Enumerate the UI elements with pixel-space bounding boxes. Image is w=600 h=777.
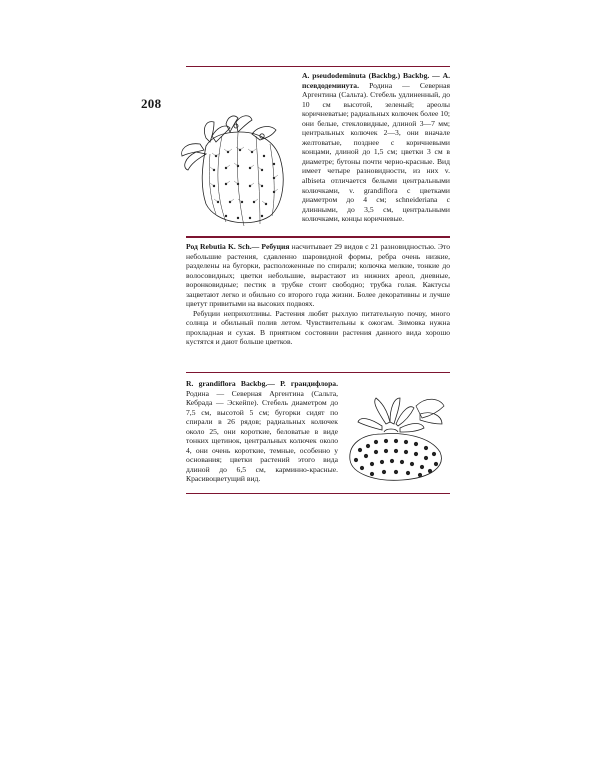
cactus-drawing-rebutia-grandiflora [342,394,450,484]
page-number: 208 [141,96,162,111]
species-russian-name: Р. грандифлора. [280,379,338,388]
section-rule [186,236,450,238]
genus-heading: Род Rebutia K. Sch.— Ребуция [186,242,290,251]
species-latin-name: A. pseudodeminuta (Backbg.) Backbg. [302,71,430,80]
species-description: Родина — Северная Аргентина (Сальта). Стебель удлиненный, до 10 см высотой, зеленый; ареолы коричневатые; радиальных колючек более 10; они белые, стекловидные, длиной 3—7 мм; центральных колючек 2—3, они вначале желтоватые, позднее с коричневыми концами, длиной до 1,5 см; цветки 3 см в диаметре; бутоны почти черно-красные. Вид имеет четыре разновидности, из них v. albiseta отличается белыми центральными колючками, v. grandiflora с цветками диаметром до 4 см; schneideriana с длинными, до 3,5 см, центральными колючками, концы коричневые. [302,80,450,224]
bottom-rule [186,493,450,494]
top-rule [186,66,450,67]
cactus-drawing-pseudodeminuta [176,106,298,234]
genus-section [186,242,450,347]
species-entry-grandiflora: R. grandiflora Backbg.— Р. грандифлора. Родина — Северная Аргентина (Сальта, Кебрада — Эскейпе). Стебель диаметром до 7,5 см, высотой 5 см; бугорки сидят по спирали в 26 рядов; радиальных колючек около 25, они короткие, беловатые в виде тонких щетинок, центральных колючек около 4, они очень короткие, темные, особенно у основания; цветки растений этого вида длиной до 6,5 см, карминно-красные. Красивоцветущий вид. [186,379,338,484]
species-entry-pseudodeminuta: A. pseudodeminuta (Backbg.) Backbg. — А. псевдодеминута. Родина — Северная Аргентина (Сальта). Стебель удлиненный, до 10 см высотой, зеленый; ареолы коричневатые; радиальных колючек более 10; они белые, стекловидные, длиной 3—7 мм; центральных колючек 2—3, они вначале желтоватые, позднее с коричневыми концами, длиной до 1,5 см; цветки 3 см в диаметре; бутоны почти черно-красные. Вид имеет четыре разновидности, из них v. albiseta отличается белыми центральными колючками, v. grandiflora с цветками диаметром до 4 см; schneideriana с длинными, до 3,5 см, центральными колючками, концы коричневые. [302,71,451,224]
species-description: Родина — Северная Аргентина (Сальта, Кебрада — Эскейпе). Стебель диаметром до 7,5 см, высотой 5 см; бугорки сидят по спирали в 26 рядов; радиальных колючек около 25, они короткие, беловатые в виде тонких щетинок, центральных колючек около 4, они очень короткие, темные, особенно у основания; цветки растений этого вида длиной до 6,5 см, карминно-красные. Красивоцветущий вид. [186,388,338,484]
species-russian-name: А. псевдодеминута. [302,71,451,90]
genus-paragraph-2: Ребуции неприхотливы. Растения любят рыхлую питательную почву, много солнца и обильный полив летом. Чувствительны к ожогам. Зимовка нужна прохладная и сухая. В приятном состоянии растения данного вида хорошо кустятся и дают больше цветков. [186,308,450,347]
species-latin-name: R. grandiflora Backbg. [186,379,268,388]
section-rule-2 [186,372,450,373]
genus-paragraph-1: насчитывает 29 видов с 21 разновидностью. Это небольшие растения, сдавленно шаровидной формы, ребра очень низкие, разделены на бугорки, расположенные по спирали; колючка мелкие, тонкие до волосовидных; цветки небольшие, вырастают из нижних ареол, дневные, воронковидные; пестик в трубке стоит свободно; трубка голая. Кактусы зацветают легко и обильно со второго года жизни. Более декоративны и лучше цветут привитыми на высоких подвоях. [186,242,450,309]
